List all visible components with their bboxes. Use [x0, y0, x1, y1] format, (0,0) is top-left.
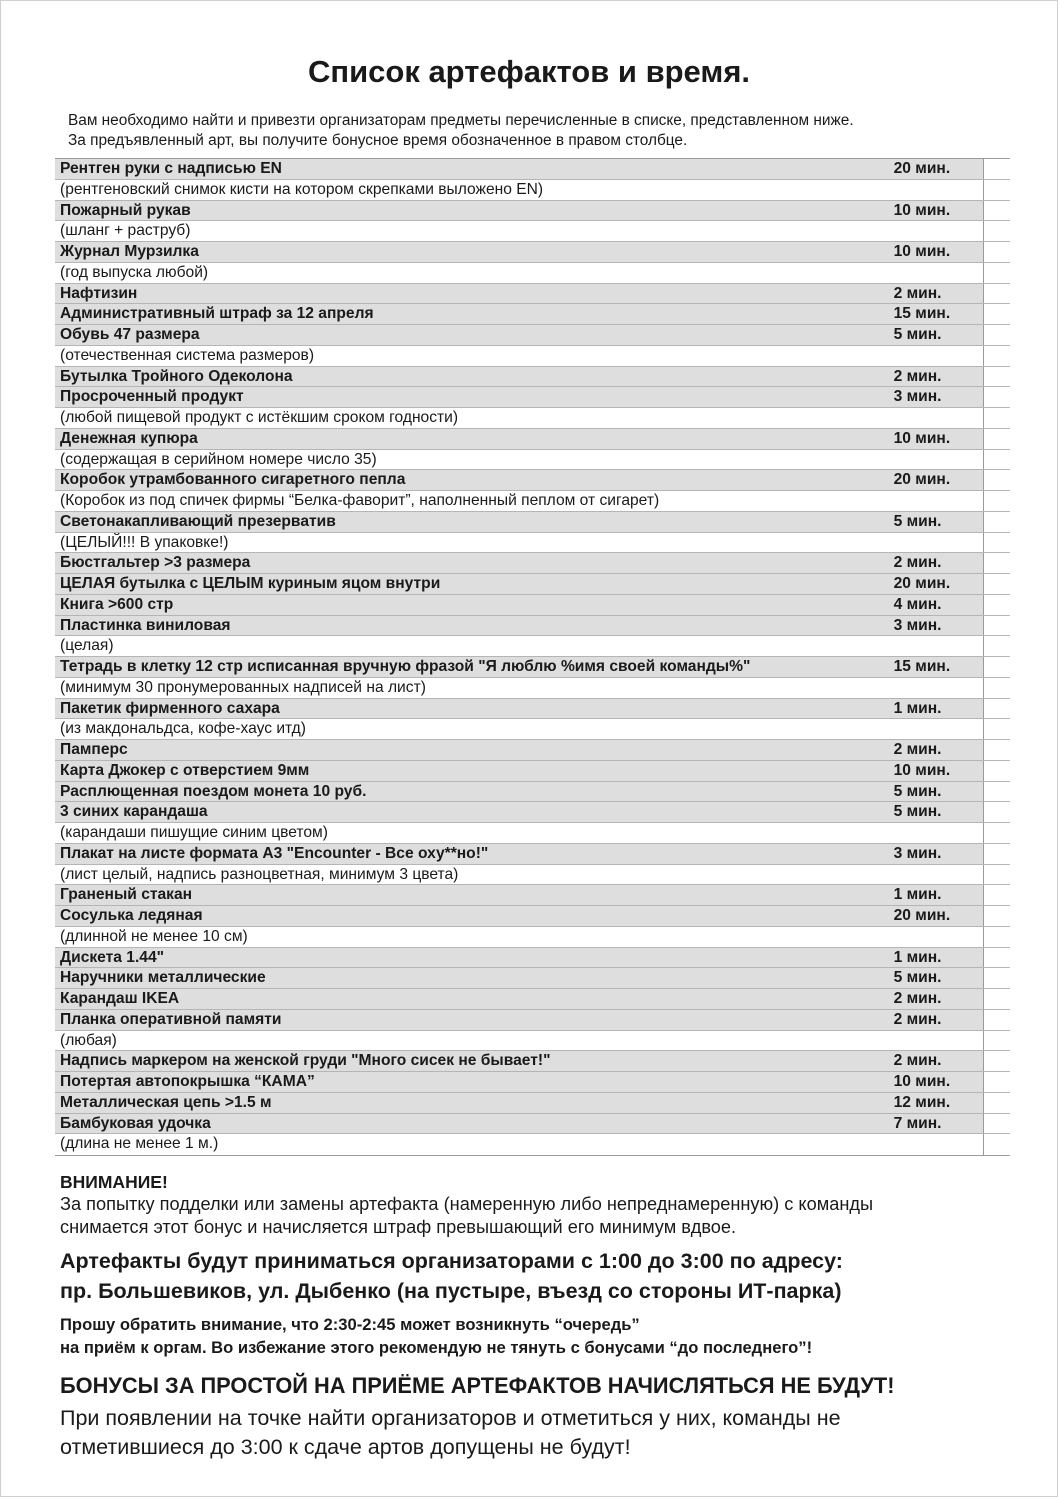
artifact-bonus-time	[894, 346, 984, 366]
artifact-note-row	[55, 450, 1010, 471]
artifact-bonus-time: 5 мин.	[893, 782, 942, 800]
artifact-row	[55, 1072, 1010, 1093]
check-box	[983, 823, 1010, 843]
artifact-bonus-time: 10 мин.	[893, 429, 951, 447]
artifact-row	[55, 616, 1010, 637]
queue-line: на приём к оргам. Во избежание этого рекомендую не тянуть с бонусами “до последнего”!	[60, 1338, 813, 1357]
artifact-bonus-time: 2 мин.	[893, 554, 942, 572]
check-box	[983, 740, 1010, 760]
artifact-row	[55, 159, 1010, 180]
artifact-row	[55, 989, 1010, 1010]
artifact-row	[55, 512, 1010, 533]
check-box	[983, 180, 1010, 200]
check-box	[983, 989, 1010, 1009]
check-box	[983, 408, 1010, 428]
artifact-bonus-time: 20 мин.	[893, 471, 951, 489]
artifact-row	[55, 844, 1010, 865]
artifact-bonus-time	[894, 533, 984, 553]
artifact-note-row	[55, 221, 1010, 242]
page-title: Список артефактов и время.	[307, 54, 751, 89]
artifact-bonus-time	[894, 865, 984, 885]
artifact-row	[55, 1093, 1010, 1114]
artifact-row	[55, 1010, 1010, 1031]
artifact-note-row	[55, 533, 1010, 554]
artifact-row	[55, 242, 1010, 263]
artifact-bonus-time: 20 мин.	[893, 907, 951, 924]
check-box	[983, 325, 1010, 345]
artifact-note-row	[55, 823, 1010, 844]
check-box	[983, 387, 1010, 407]
artifact-note: (Коробок из под спичек фирмы “Белка-фаворит”, наполненный пеплом от сигарет)	[60, 492, 660, 509]
artifact-bonus-time	[894, 491, 984, 511]
check-box	[983, 782, 1010, 802]
check-box	[983, 367, 1010, 387]
artifact-row	[55, 553, 1010, 574]
artifact-name: Надпись маркером на женской груди "Много сисек не бывает!"	[60, 1052, 551, 1070]
artifact-row	[55, 968, 1010, 989]
artifact-name: Пакетик фирменного сахара	[60, 699, 280, 717]
bonus-notice: БОНУСЫ ЗА ПРОСТОЙ НА ПРИЁМЕ АРТЕФАКТОВ НАЧИСЛЯТЬСЯ НЕ БУДУТ!	[60, 1373, 895, 1398]
artifact-note: (целая)	[60, 637, 114, 655]
artifact-bonus-time: 10 мин.	[893, 761, 951, 779]
artifact-note-row	[55, 408, 1010, 429]
artifact-note: (лист целый, надпись разноцветная, минимум 3 цвета)	[60, 865, 459, 883]
acceptance-line: пр. Большевиков, ул. Дыбенко (на пустыре, въезд со стороны ИТ-парка)	[60, 1279, 842, 1303]
check-box	[983, 201, 1010, 221]
artifact-bonus-time: 3 мин.	[893, 616, 942, 634]
check-box	[983, 429, 1010, 449]
artifact-note: (отечественная система размеров)	[60, 346, 315, 364]
artifact-bonus-time: 12 мин.	[893, 1093, 951, 1111]
artifact-bonus-time: 7 мин.	[893, 1114, 942, 1132]
artifact-bonus-time	[894, 719, 984, 739]
artifact-bonus-time	[894, 221, 984, 241]
check-box	[983, 491, 1010, 511]
check-box	[983, 616, 1010, 636]
artifact-name: Расплющенная поездом монета 10 руб.	[60, 782, 367, 800]
artifact-note: (год выпуска любой)	[60, 263, 209, 281]
artifact-note: (содержащая в серийном номере число 35)	[60, 450, 377, 468]
artifact-name: Потертая автопокрышка “КАМА”	[60, 1073, 315, 1090]
artifact-bonus-time: 5 мин.	[893, 512, 942, 530]
artifact-row	[55, 1051, 1010, 1072]
artifact-bonus-time: 15 мин.	[893, 658, 951, 675]
artifact-name: Рентген руки с надписью EN	[60, 160, 282, 177]
artifact-row	[55, 574, 1010, 595]
artifact-bonus-time: 2 мин.	[893, 990, 942, 1007]
check-box	[983, 595, 1010, 615]
artifact-bonus-time: 10 мин.	[893, 243, 951, 260]
artifact-bonus-time: 1 мин.	[893, 699, 942, 717]
warning-line: снимается этот бонус и начисляется штраф превышающий его минимум вдвое.	[60, 1217, 737, 1237]
artifact-bonus-time: 15 мин.	[893, 305, 951, 323]
artifact-bonus-time: 4 мин.	[893, 595, 942, 613]
artifact-bonus-time	[894, 263, 984, 283]
check-box	[983, 1134, 1010, 1155]
artifact-row	[55, 429, 1010, 450]
artifact-bonus-time: 3 мин.	[893, 844, 942, 862]
artifact-row	[55, 885, 1010, 906]
artifact-name: Книга >600 стр	[60, 595, 174, 613]
check-box	[983, 346, 1010, 366]
artifact-note: (шланг + раструб)	[60, 222, 191, 240]
artifact-note: (длина не менее 1 м.)	[60, 1135, 219, 1153]
artifact-row	[55, 367, 1010, 388]
artifact-note-row	[55, 1134, 1010, 1155]
check-box	[983, 968, 1010, 988]
warning-line: За попытку подделки или замены артефакта (намеренную либо непреднамеренную) с команды	[60, 1194, 874, 1214]
artifact-bonus-time: 3 мин.	[893, 388, 942, 406]
check-box	[983, 1051, 1010, 1071]
artifact-bonus-time	[894, 180, 984, 200]
warning-text	[60, 1193, 1020, 1239]
artifact-name: Нафтизин	[60, 284, 138, 302]
check-box	[983, 761, 1010, 781]
artifact-note: (из макдональдса, кофе-хаус итд)	[60, 720, 306, 738]
artifact-bonus-time	[894, 408, 984, 428]
artifact-row	[55, 325, 1010, 346]
artifact-note: (ЦЕЛЫЙ!!! В упаковке!)	[60, 533, 229, 551]
artifact-note-row	[55, 636, 1010, 657]
artifact-name: Карандаш IKEA	[60, 990, 180, 1007]
final-note	[60, 1404, 1040, 1462]
artifact-bonus-time	[894, 927, 984, 947]
artifact-bonus-time: 2 мин.	[893, 1010, 942, 1028]
artifact-bonus-time: 2 мин.	[893, 1052, 942, 1070]
artifact-name: Просроченный продукт	[60, 388, 244, 406]
artifact-bonus-time: 2 мин.	[893, 741, 942, 758]
check-box	[983, 470, 1010, 490]
artifact-name: Бамбуковая удочка	[60, 1114, 211, 1132]
artifact-name: Наручники металлические	[60, 969, 266, 987]
artifact-name: Тетрадь в клетку 12 стр исписанная вручную фразой "Я люблю %имя своей команды%"	[60, 658, 751, 675]
check-box	[983, 221, 1010, 241]
check-box	[983, 1010, 1010, 1030]
artifact-name: Дискета 1.44"	[60, 948, 165, 966]
artifact-note-row	[55, 263, 1010, 284]
artifact-row	[55, 699, 1010, 720]
check-box	[983, 1093, 1010, 1113]
check-box	[983, 553, 1010, 573]
artifact-bonus-time	[894, 636, 984, 656]
artifact-bonus-time: 1 мин.	[893, 886, 942, 904]
artifact-note-row	[55, 180, 1010, 201]
artifact-name: Бутылка Тройного Одеколона	[60, 367, 293, 385]
artifact-bonus-time: 10 мин.	[893, 201, 951, 219]
artifact-bonus-time: 20 мин.	[893, 575, 951, 592]
artifact-note-row	[55, 927, 1010, 948]
artifact-bonus-time	[894, 1031, 984, 1051]
artifact-note-row	[55, 491, 1010, 512]
artifact-note-row	[55, 719, 1010, 740]
artifact-bonus-time	[894, 678, 984, 698]
artifact-note-row	[55, 865, 1010, 886]
artifact-name: Памперс	[60, 741, 128, 758]
artifact-name: Денежная купюра	[60, 429, 198, 447]
artifact-name: 3 синих карандаша	[60, 803, 208, 821]
artifact-name: Светонакапливающий презерватив	[60, 512, 336, 530]
check-box	[983, 948, 1010, 968]
check-box	[983, 574, 1010, 594]
artifact-name: Коробок утрамбованного сигаретного пепла	[60, 471, 406, 489]
artifact-bonus-time: 20 мин.	[893, 160, 951, 177]
check-box	[983, 1114, 1010, 1134]
check-box	[983, 678, 1010, 698]
artifact-name: Пожарный рукав	[60, 201, 191, 219]
artifact-bonus-time: 1 мин.	[893, 948, 942, 966]
check-box	[983, 719, 1010, 739]
check-box	[983, 906, 1010, 926]
check-box	[983, 263, 1010, 283]
artifact-name: Бюстгальтер >3 размера	[60, 554, 251, 572]
check-box	[983, 1072, 1010, 1092]
artifact-bonus-time: 2 мин.	[893, 284, 942, 302]
check-box	[983, 927, 1010, 947]
check-box	[983, 450, 1010, 470]
queue-line: Прошу обратить внимание, что 2:30-2:45 может возникнуть “очередь”	[60, 1315, 640, 1334]
artifact-row	[55, 657, 1010, 678]
artifact-note-row	[55, 346, 1010, 367]
artifact-name: Металлическая цепь >1.5 м	[60, 1093, 272, 1111]
acceptance-line: Артефакты будут приниматься организаторами с 1:00 до 3:00 по адресу:	[60, 1249, 843, 1273]
check-box	[983, 636, 1010, 656]
artifact-bonus-time: 2 мин.	[893, 367, 942, 385]
artifact-name: Журнал Мурзилка	[60, 243, 199, 260]
queue-note	[60, 1313, 1040, 1359]
artifact-name: Граненый стакан	[60, 886, 193, 904]
check-box	[983, 802, 1010, 822]
artifact-name: Сосулька ледяная	[60, 907, 203, 924]
artifact-bonus-time	[894, 823, 984, 843]
check-box	[983, 242, 1010, 262]
artifact-name: ЦЕЛАЯ бутылка с ЦЕЛЫМ куриным яцом внутри	[60, 575, 441, 592]
artifact-row	[55, 761, 1010, 782]
artifact-row	[55, 1114, 1010, 1135]
artifact-note: (любой пищевой продукт с истёкшим сроком годности)	[60, 409, 459, 426]
artifact-name: Административный штраф за 12 апреля	[60, 305, 374, 323]
intro-line: За предъявленный арт, вы получите бонусное время обозначенное в правом столбце.	[68, 132, 688, 149]
artifact-name: Обувь 47 размера	[60, 326, 200, 343]
artifact-name: Планка оперативной памяти	[60, 1010, 282, 1028]
artifact-row	[55, 740, 1010, 761]
check-box	[983, 304, 1010, 324]
artifact-name: Плакат на листе формата А3 "Encounter - Все оху**но!"	[60, 844, 489, 862]
artifact-row	[55, 595, 1010, 616]
artifact-bonus-time: 5 мин.	[893, 803, 942, 821]
artifact-row	[55, 802, 1010, 823]
final-line: При появлении на точке найти организаторов и отметиться у них, команды не	[60, 1406, 841, 1430]
intro-text	[68, 111, 1028, 151]
artifact-note: (рентгеновский снимок кисти на котором скрепками выложено EN)	[60, 180, 544, 198]
intro-line: Вам необходимо найти и привезти организаторам предметы перечисленные в списке, представленном ниже.	[68, 112, 854, 129]
check-box	[983, 1031, 1010, 1051]
check-box	[983, 865, 1010, 885]
artifact-name: Карта Джокер с отверстием 9мм	[60, 761, 310, 779]
artifact-note: (длинной не менее 10 см)	[60, 927, 248, 945]
artifact-row	[55, 906, 1010, 927]
warning-title: ВНИМАНИЕ!	[60, 1172, 168, 1192]
artifact-name: Пластинка виниловая	[60, 616, 231, 634]
check-box	[983, 533, 1010, 553]
check-box	[983, 159, 1010, 179]
final-line: отметившиеся до 3:00 к сдаче артов допущены не будут!	[60, 1435, 631, 1459]
check-box	[983, 699, 1010, 719]
check-box	[983, 512, 1010, 532]
check-box	[983, 657, 1010, 677]
artifact-bonus-time	[894, 1134, 984, 1155]
artifact-table	[55, 158, 1010, 1156]
artifact-bonus-time: 5 мин.	[893, 326, 942, 343]
check-box	[983, 885, 1010, 905]
artifact-row	[55, 284, 1010, 305]
artifact-note: (карандаши пишущие синим цветом)	[60, 824, 328, 841]
artifact-bonus-time: 5 мин.	[893, 969, 942, 987]
artifact-note-row	[55, 678, 1010, 699]
check-box	[983, 284, 1010, 304]
check-box	[983, 844, 1010, 864]
artifact-note: (минимум 30 пронумерованных надписей на лист)	[60, 678, 426, 696]
artifact-row	[55, 304, 1010, 325]
artifact-row	[55, 470, 1010, 491]
artifact-row	[55, 782, 1010, 803]
artifact-bonus-time: 10 мин.	[893, 1073, 951, 1090]
artifact-note: (любая)	[60, 1031, 117, 1049]
artifact-row	[55, 201, 1010, 222]
artifact-row	[55, 948, 1010, 969]
artifact-bonus-time	[894, 450, 984, 470]
artifact-note-row	[55, 1031, 1010, 1052]
acceptance-info	[60, 1246, 1040, 1306]
artifact-row	[55, 387, 1010, 408]
